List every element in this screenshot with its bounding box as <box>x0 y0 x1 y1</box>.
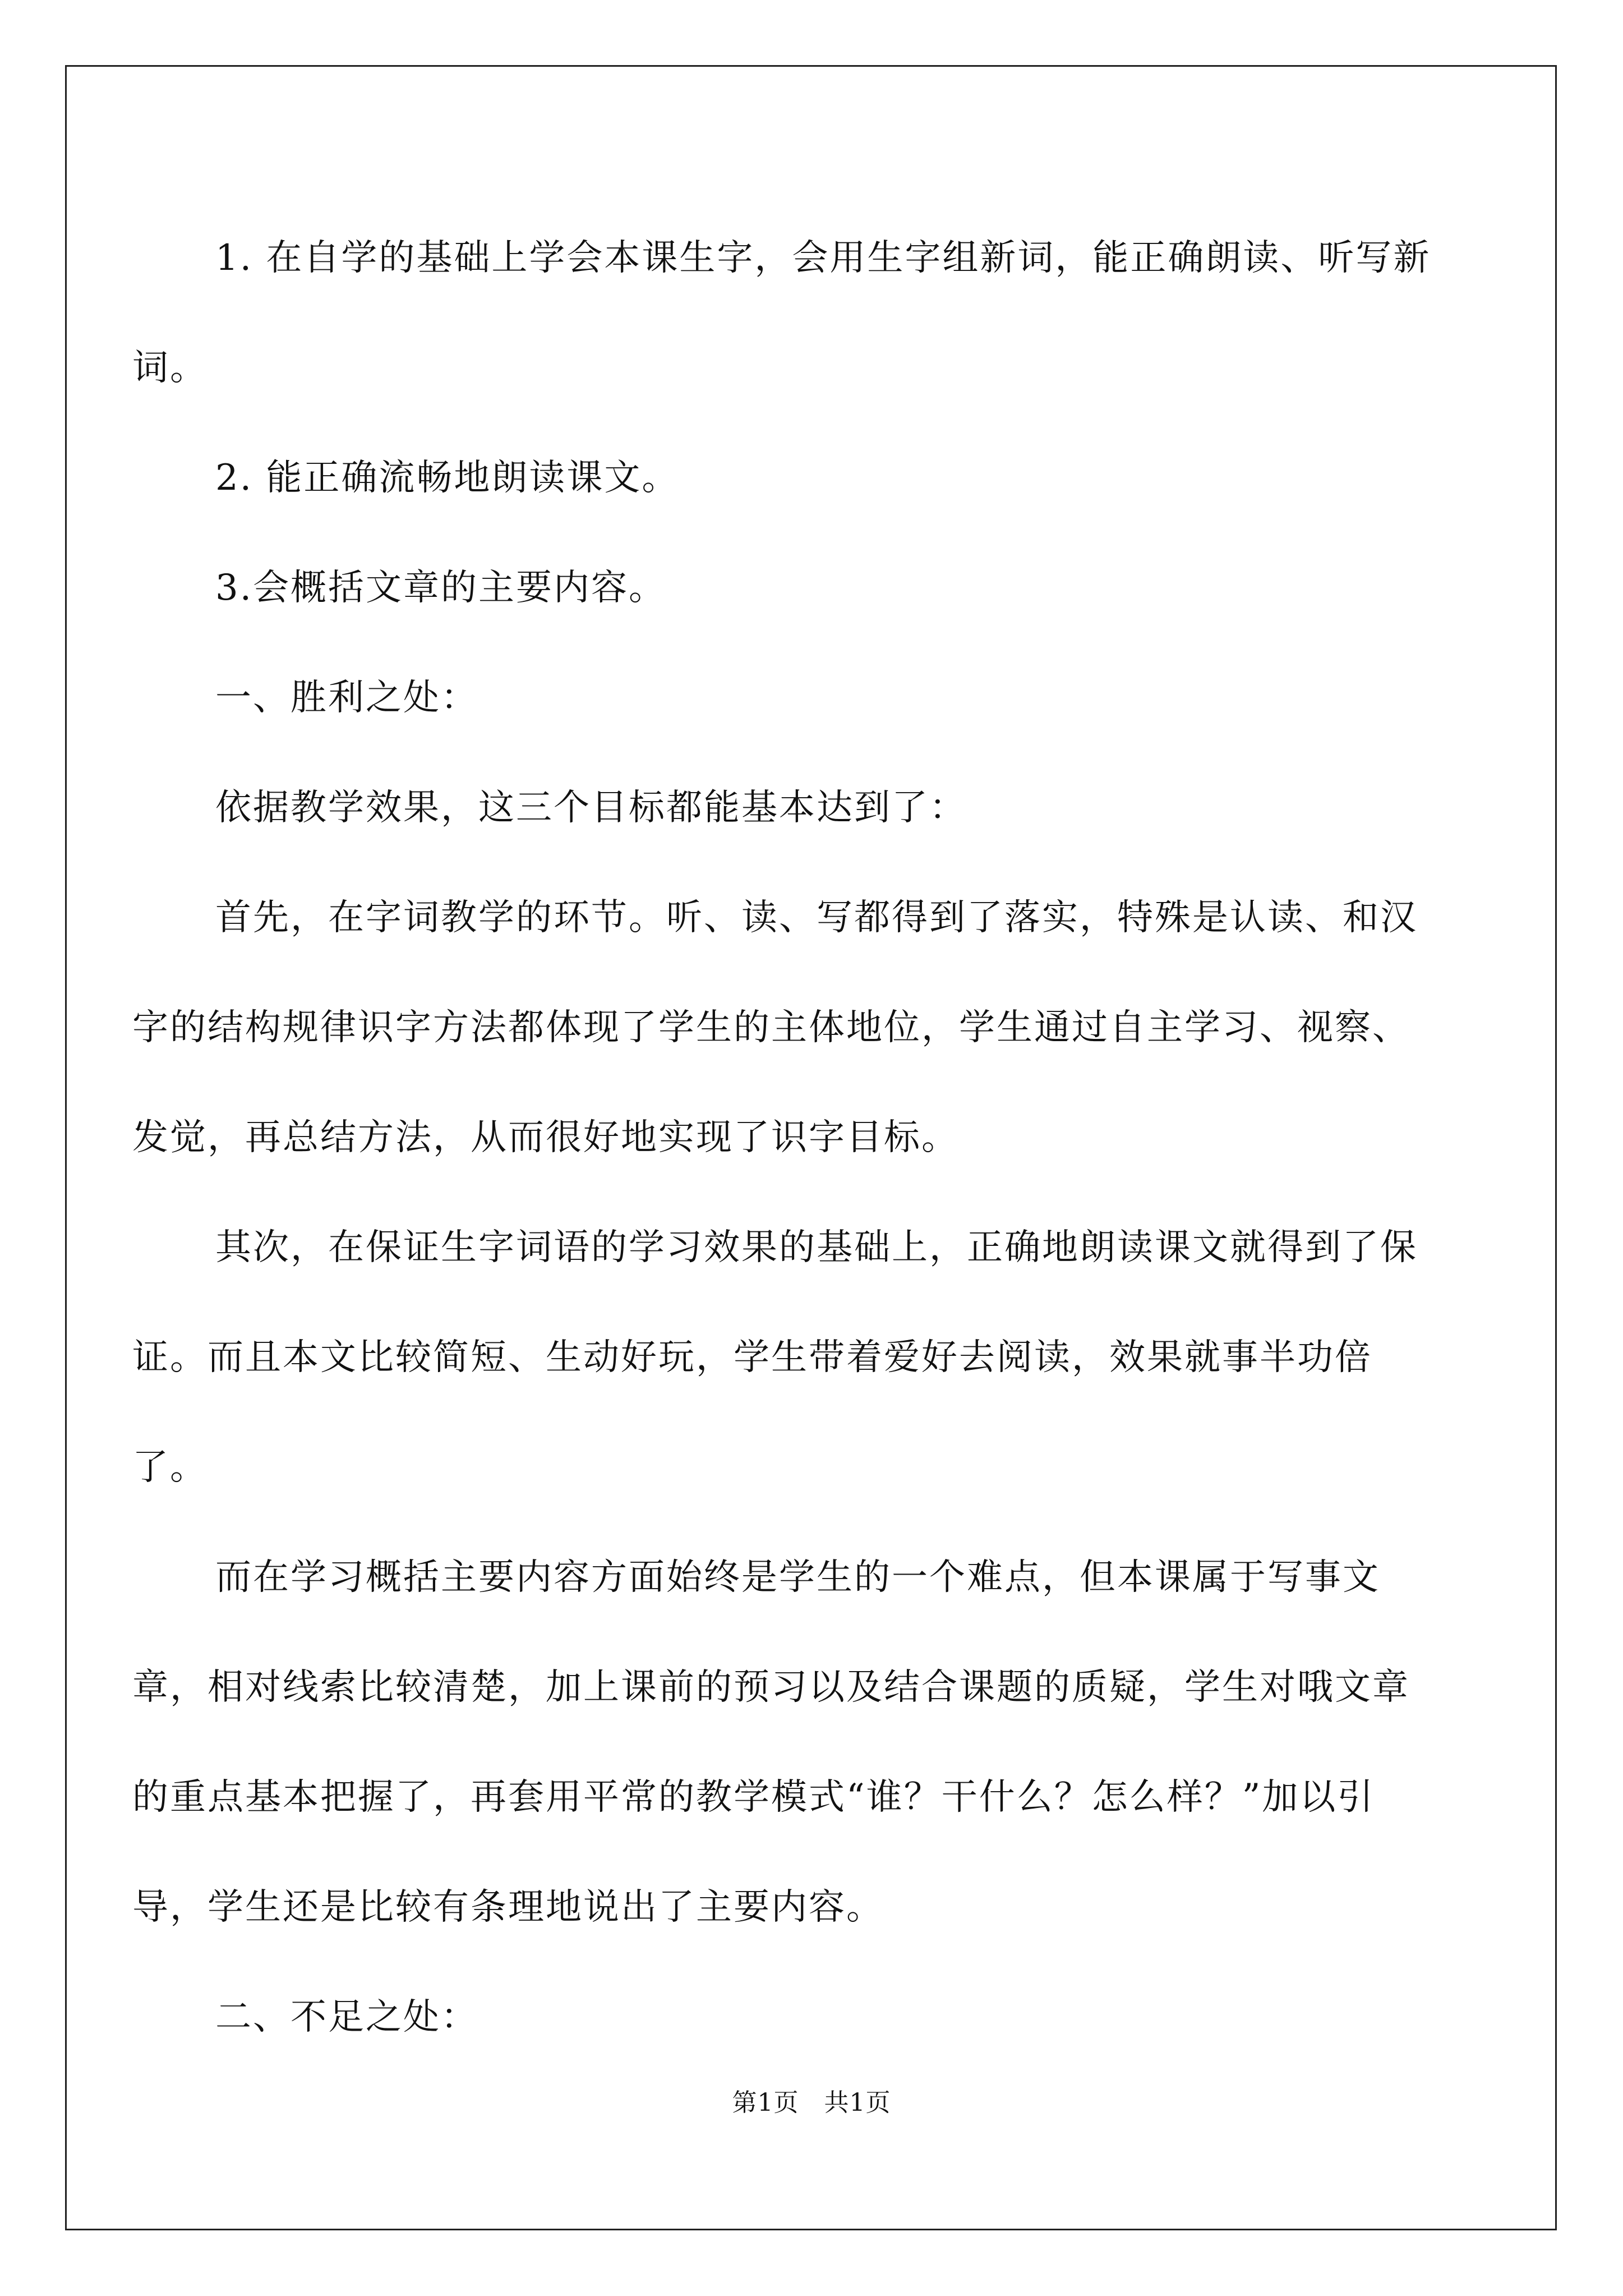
paragraph-goal-2: 2. 能正确流畅地朗读课文。 <box>215 457 680 499</box>
paragraph-second: 其次，在保证生字词语的学习效果的基础上，正确地朗读课文就得到了保证。而且本文比较简短、生动好玩，学生带着爱好去阅读，效果就事半功倍了。 <box>132 1227 1418 1488</box>
paragraph-goal-1: 1. 在自学的基础上学会本课生字，会用生字组新词，能正确朗读、听写新词。 <box>132 237 1431 389</box>
paragraph-first: 首先，在字词教学的环节。听、读、写都得到了落实，特殊是认读、和汉字的结构规律识字方法都体现了学生的主体地位，学生通过自主学习、视察、发觉，再总结方法，从而很好地实现了识字目标。 <box>132 897 1418 1158</box>
paragraph-summary: 依据教学效果，这三个目标都能基本达到了： <box>215 787 967 829</box>
section-heading-shortcomings: 二、不足之处： <box>215 1996 478 2038</box>
page-total: 共1页 <box>824 2088 891 2117</box>
page-number: 第1页 <box>732 2088 799 2117</box>
page-footer <box>0 2082 1623 2118</box>
section-heading-success: 一、胜利之处： <box>215 677 478 719</box>
paragraph-third: 而在学习概括主要内容方面始终是学生的一个难点，但本课属于写事文章，相对线索比较清楚，加上课前的预习以及结合课题的质疑，学生对哦文章的重点基本把握了，再套用平常的教学模式“谁？干什么？怎么样？”加以引导，学生还是比较有条理地说出了主要内容。 <box>132 1557 1410 1928</box>
document-body <box>132 203 1433 2072</box>
paragraph-goal-3: 3.会概括文章的主要内容。 <box>215 567 667 609</box>
